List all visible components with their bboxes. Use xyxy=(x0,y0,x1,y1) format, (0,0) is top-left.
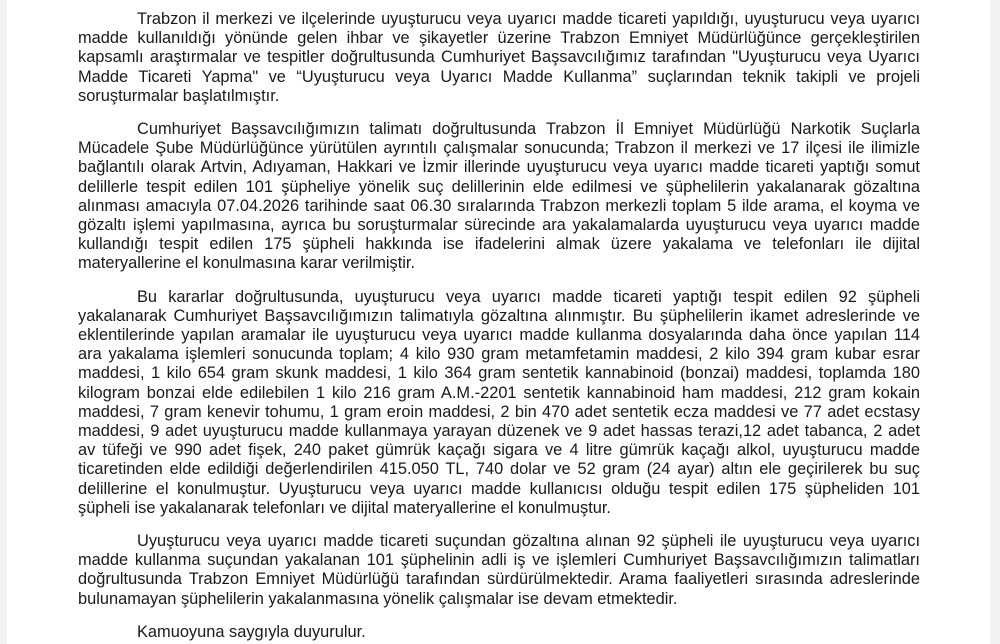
paragraph-operation-order: Cumhuriyet Başsavcılığımızın talimatı doğrultusunda Trabzon İl Emniyet Müdürlüğü Narkotik Suçlarla Mücadele Şube Müdürlüğünce yürütülen ayrıntılı çalışmalar sonucunda; Trabzon il merkezi ve 17 ilçesi ile ilimizle bağlantılı olarak Artvin, Adıyaman, Hakkari ve İzmir illerinde uyuşturucu veya uyarıcı madde ticareti yaptığı somut delillerle tespit edilen 101 şüpheliye yönelik suç delillerinin elde edilmesi ve şüphelilerin yakalanarak gözaltına alınması amacıyla 07.04.2026 tarihinde saat 06.30 sıralarında Trabzon merkezli toplam 5 ilde arama, el koyma ve gözaltı işlemi yapılmasına, ayrıca bu soruşturmalar sürecinde ara yakalamalarda uyuşturucu veya uyarıcı madde kullandığı tespit edilen 175 şüpheli hakkında ise ifadelerini almak üzere yakalama ve telefonları ile dijital materyallerine el konulmasına karar verilmiştir. xyxy=(78,120,920,273)
paragraph-seizures: Bu kararlar doğrultusunda, uyuşturucu veya uyarıcı madde ticareti yaptığı tespit edilen 92 şüpheli yakalanarak Cumhuriyet Başsavcılığımızın talimatıyla gözaltına alınmıştır. Bu şüphelilerin ikamet adreslerinde ve eklentilerinde yapılan aramalar ile uyuşturucu veya uyarıcı madde kullanma dosyalarında daha önce yapılan 114 ara yakalama işlemleri sonucunda toplam; 4 kilo 930 gram metamfetamin maddesi, 2 kilo 394 gram kubar esrar maddesi, 1 kilo 654 gram skunk maddesi, 1 kilo 364 gram sentetik kannabinoid (bonzai) maddesi, toplamda 180 kilogram bonzai elde edilebilen 1 kilo 216 gram A.M.-2201 sentetik kannabinoid ham maddesi, 212 gram kokain maddesi, 7 gram kenevir tohumu, 1 gram eroin maddesi, 2 bin 470 adet sentetik ecza maddesi ve 77 adet ecstasy maddesi, 9 adet uyuşturucu madde kullanmaya yarayan düzenek ve 9 adet hassas terazi,12 adet tabanca, 2 adet av tüfeği ve 990 adet fişek, 240 paket gümrük kaçağı sigara ve 4 litre gümrük kaçağı alkol, uyuşturucu madde ticaretinden elde edildiği değerlendirilen 415.050 TL, 740 dolar ve 52 gram (24 ayar) altın ele geçirilerek bu suç delillerine el konulmuştur. Uyuşturucu veya uyarıcı madde kullanıcısı olduğu tespit edilen 175 şüpheliden 101 şüpheli ise yakalanarak telefonları ve dijital materyallerine el konulmuştur. xyxy=(78,287,920,517)
page-edge-left xyxy=(0,0,7,644)
paragraph-investigation-launch: Trabzon il merkezi ve ilçelerinde uyuşturucu veya uyarıcı madde ticareti yapıldığı, uyuşturucu veya uyarıcı madde kullanıldığı yönünde gelen ihbar ve şikayetler üzerine Trabzon Emniyet Müdürlüğünce gerçekleştirilen kapsamlı araştırmalar ve tespitler doğrultusunda Cumhuriyet Başsavcılığımız tarafından "Uyuşturucu veya Uyarıcı Madde Ticareti Yapma" ve “Uyuşturucu veya Uyarıcı Madde Kullanma” suçlarından teknik takipli ve projeli soruşturmalar başlatılmıştır. xyxy=(78,10,920,105)
paragraph-ongoing-proceedings: Uyuşturucu veya uyarıcı madde ticareti suçundan gözaltına alınan 92 şüpheli ile uyuşturucu veya uyarıcı madde kullanma suçundan yakalanan 101 şüphelinin adli iş ve işlemleri Cumhuriyet Başsavcılığımızın talimatları doğrultusunda Trabzon Emniyet Müdürlüğü tarafından sürdürülmektedir. Arama faaliyetleri sırasında adreslerinde bulunamayan şüphelilerin yakalanmasına yönelik çalışmalar ise devam etmektedir. xyxy=(78,532,920,608)
closing-statement: Kamuoyuna saygıyla duyurulur. xyxy=(137,622,366,641)
page-edge-right xyxy=(990,0,1000,644)
press-release-body xyxy=(78,10,920,644)
